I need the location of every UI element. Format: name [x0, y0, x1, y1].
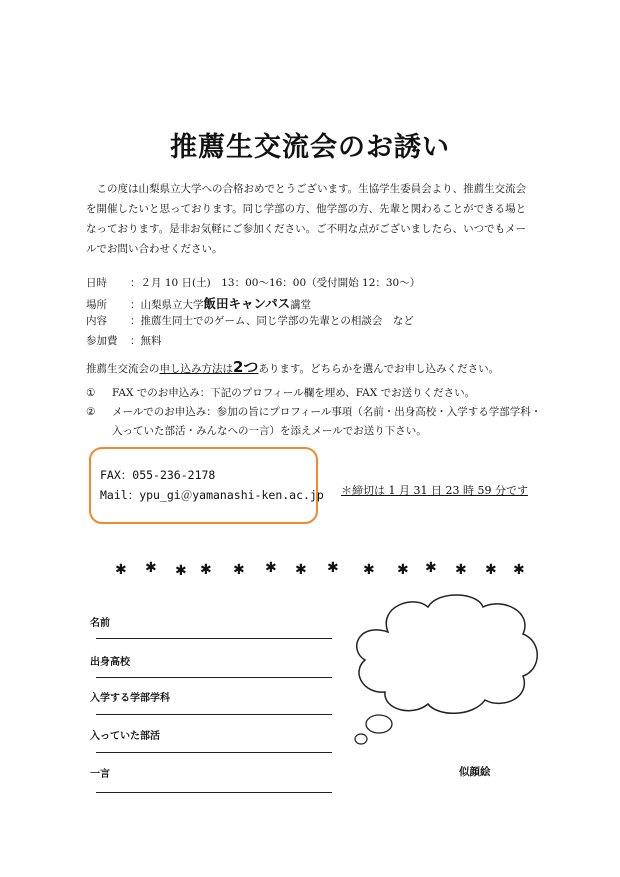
- field-line-school[interactable]: [96, 677, 332, 678]
- star-icon: ✱: [115, 562, 127, 578]
- field-label-message: 一言: [90, 769, 110, 780]
- thought-cloud-icon[interactable]: [343, 592, 543, 747]
- star-icon: ✱: [513, 562, 525, 578]
- star-icon: ✱: [327, 560, 339, 576]
- method-number: ①: [86, 387, 96, 399]
- contact-box: [89, 447, 318, 524]
- date-label: 日時: [86, 277, 107, 289]
- apply-count: 2つ: [233, 358, 259, 376]
- detail-place: [86, 294, 556, 312]
- content-label: 内容: [86, 315, 107, 327]
- detail-fee: [86, 333, 556, 348]
- apply-sentence: [86, 356, 556, 377]
- intro-paragraph: [86, 179, 534, 259]
- content-value: ：推薦生同士でのゲーム、同じ学部の先輩との相談会 など: [130, 315, 414, 327]
- place-label: 場所: [86, 299, 107, 311]
- method-item: [86, 384, 546, 403]
- method-text: FAX でのお申込み：下記のプロフィール欄を埋め、FAX でお送りください。: [112, 387, 476, 399]
- field-label-school: 出身高校: [90, 657, 130, 668]
- email-address: Mail：ypu_gi＠yamanashi-ken.ac.jp: [100, 488, 324, 502]
- place-prefix: ：山梨県立大学: [130, 299, 204, 311]
- place-campus: 飯田キャンパス: [203, 296, 291, 311]
- star-icon: ✱: [485, 562, 497, 578]
- method-text: メールでのお申込み：参加の旨にプロフィール事項（名前・出身高校・入学する学部学科・入っていた部活・みんなへの一言）を添えメールでお送り下さい。: [112, 406, 542, 437]
- deadline-text: ＊締切は 1 月 31 日 23 時 59 分です: [341, 484, 528, 497]
- fax-number: FAX：055-236-2178: [100, 468, 216, 482]
- place-suffix: 講堂: [290, 299, 312, 311]
- fee-value: ：無料: [130, 335, 162, 347]
- apply-underlined: 申し込み方法は: [159, 363, 233, 375]
- star-icon: ✱: [200, 562, 212, 578]
- star-divider: [115, 560, 535, 579]
- star-icon: ✱: [397, 562, 409, 578]
- detail-date: [86, 275, 556, 290]
- field-label-name: 名前: [90, 618, 110, 629]
- field-label-department: 入学する学部学科: [90, 693, 170, 704]
- star-icon: ✱: [295, 562, 307, 578]
- method-number: ②: [86, 406, 96, 418]
- field-label-club: 入っていた部活: [90, 731, 160, 742]
- detail-content: [86, 313, 556, 328]
- page-title: 推薦生交流会のお誘い: [170, 132, 450, 163]
- deadline-notice: [341, 482, 528, 498]
- star-icon: ✱: [233, 562, 245, 578]
- portrait-label: 似顔絵: [459, 766, 491, 778]
- date-value: ：２月 10 日(土) 13：00～16：00（受付開始 12：30～）: [130, 277, 421, 289]
- field-line-message[interactable]: [96, 792, 332, 793]
- fee-label: 参加費: [86, 335, 118, 347]
- method-list: [86, 384, 546, 441]
- apply-suffix: あります。どちらかを選んでお申し込みください。: [258, 363, 500, 375]
- field-line-department[interactable]: [96, 714, 332, 715]
- star-icon: ✱: [145, 560, 157, 576]
- field-line-name[interactable]: [96, 638, 332, 639]
- apply-prefix: 推薦生交流会の: [86, 363, 160, 375]
- star-icon: ✱: [425, 560, 437, 576]
- intro-text: この度は山梨県立大学への合格おめでとうございます。生協学生委員会より、推薦生交流会を開催したいと思っております。同じ学部の方、他学部の方、先輩と関わることができる場となっております。是非お気軽にご参加ください。ご不明な点がございましたら、いつでもメールでお問い合わせください。: [86, 183, 527, 255]
- star-icon: ✱: [175, 563, 187, 579]
- method-item: [86, 403, 546, 441]
- star-icon: ✱: [455, 562, 467, 578]
- star-icon: ✱: [265, 560, 277, 576]
- field-line-club[interactable]: [96, 752, 332, 753]
- star-icon: ✱: [363, 562, 375, 578]
